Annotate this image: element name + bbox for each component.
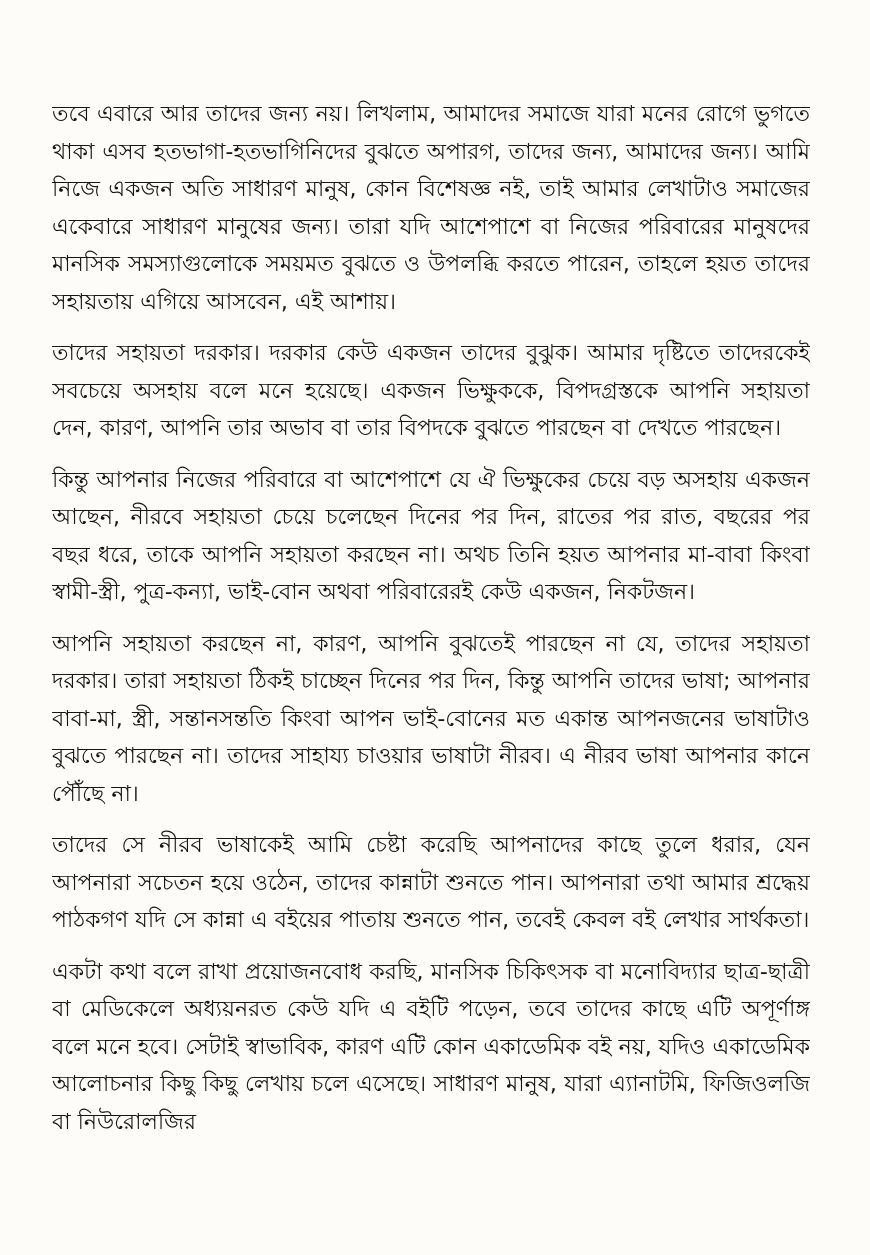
document-page xyxy=(52,96,810,1246)
paragraph-4: আপনি সহায়তা করছেন না, কারণ, আপনি বুঝতেই পারছেন না যে, তাদের সহায়তা দরকার। তারা সহায়তা ঠিকই চাচ্ছেন দিনের পর দিন, কিন্তু আপনি তাদের ভাষা; আপনার বাবা-মা, স্ত্রী, সন্তানসন্ততি কিংবা আপন ভাই-বোনের মত একান্ত আপনজনের ভাষাটাও বুঝতে পারছেন না। তাদের সাহায্য চাওয়ার ভাষাটা নীরব। এ নীরব ভাষা আপনার কানে পৌঁছে না। xyxy=(52,631,810,807)
paragraph-5: তাদের সে নীরব ভাষাকেই আমি চেষ্টা করেছি আপনাদের কাছে তুলে ধরার, যেন আপনারা সচেতন হয়ে ওঠেন, তাদের কান্নাটা শুনতে পান। আপনারা তথা আমার শ্রদ্ধেয় পাঠকগণ যদি সে কান্না এ বইয়ের পাতায় শুনতে পান, তবেই কেবল বই লেখার সার্থকতা। xyxy=(52,833,810,933)
paragraph-3: কিন্তু আপনার নিজের পরিবারে বা আশেপাশে যে ঐ ভিক্ষুকের চেয়ে বড় অসহায় একজন আছেন, নীরবে সহায়তা চেয়ে চলেছেন দিনের পর দিন, রাতের পর রাত, বছরের পর বছর ধরে, তাকে আপনি সহায়তা করছেন না। অথচ তিনি হয়ত আপনার মা-বাবা কিংবা স্বামী-স্ত্রী, পুত্র-কন্যা, ভাই-বোন অথবা পরিবারেরই কেউ একজন, নিকটজন। xyxy=(52,467,810,605)
paragraph-2: তাদের সহায়তা দরকার। দরকার কেউ একজন তাদের বুঝুক। আমার দৃষ্টিতে তাদেরকেই সবচেয়ে অসহায় বলে মনে হয়েছে। একজন ভিক্ষুককে, বিপদগ্রস্তকে আপনি সহায়তা দেন, কারণ, আপনি তার অভাব বা তার বিপদকে বুঝতে পারছেন বা দেখতে পারছেন। xyxy=(52,341,810,441)
paragraph-1: তবে এবারে আর তাদের জন্য নয়। লিখলাম, আমাদের সমাজে যারা মনের রোগে ভুগতে থাকা এসব হতভাগা-হতভাগিনিদের বুঝতে অপারগ, তাদের জন্য, আমাদের জন্য। আমি নিজে একজন অতি সাধারণ মানুষ, কোন বিশেষজ্ঞ নই, তাই আমার লেখাটাও সমাজের একেবারে সাধারণ মানুষের জন্য। তারা যদি আশেপাশে বা নিজের পরিবারের মানুষদের মানসিক সমস্যাগুলোকে সময়মত বুঝতে ও উপলব্ধি করতে পারেন, তাহলে হয়ত তাদের সহায়তায় এগিয়ে আসবেন, এই আশায়। xyxy=(52,102,810,315)
paragraph-6: একটা কথা বলে রাখা প্রয়োজনবোধ করছি, মানসিক চিকিৎসক বা মনোবিদ্যার ছাত্র-ছাত্রী বা মেডিকেলে অধ্যয়নরত কেউ যদি এ বইটি পড়েন, তবে তাদের কাছে এটি অপূর্ণাঙ্গ বলে মনে হবে। সেটাই স্বাভাবিক, কারণ এটি কোন একাডেমিক বই নয়, যদিও একাডেমিক আলোচনার কিছু কিছু লেখায় চলে এসেছে। সাধারণ মানুষ, যারা এ্যানাটমি, ফিজিওলজি বা নিউরোলজির xyxy=(52,959,810,1135)
